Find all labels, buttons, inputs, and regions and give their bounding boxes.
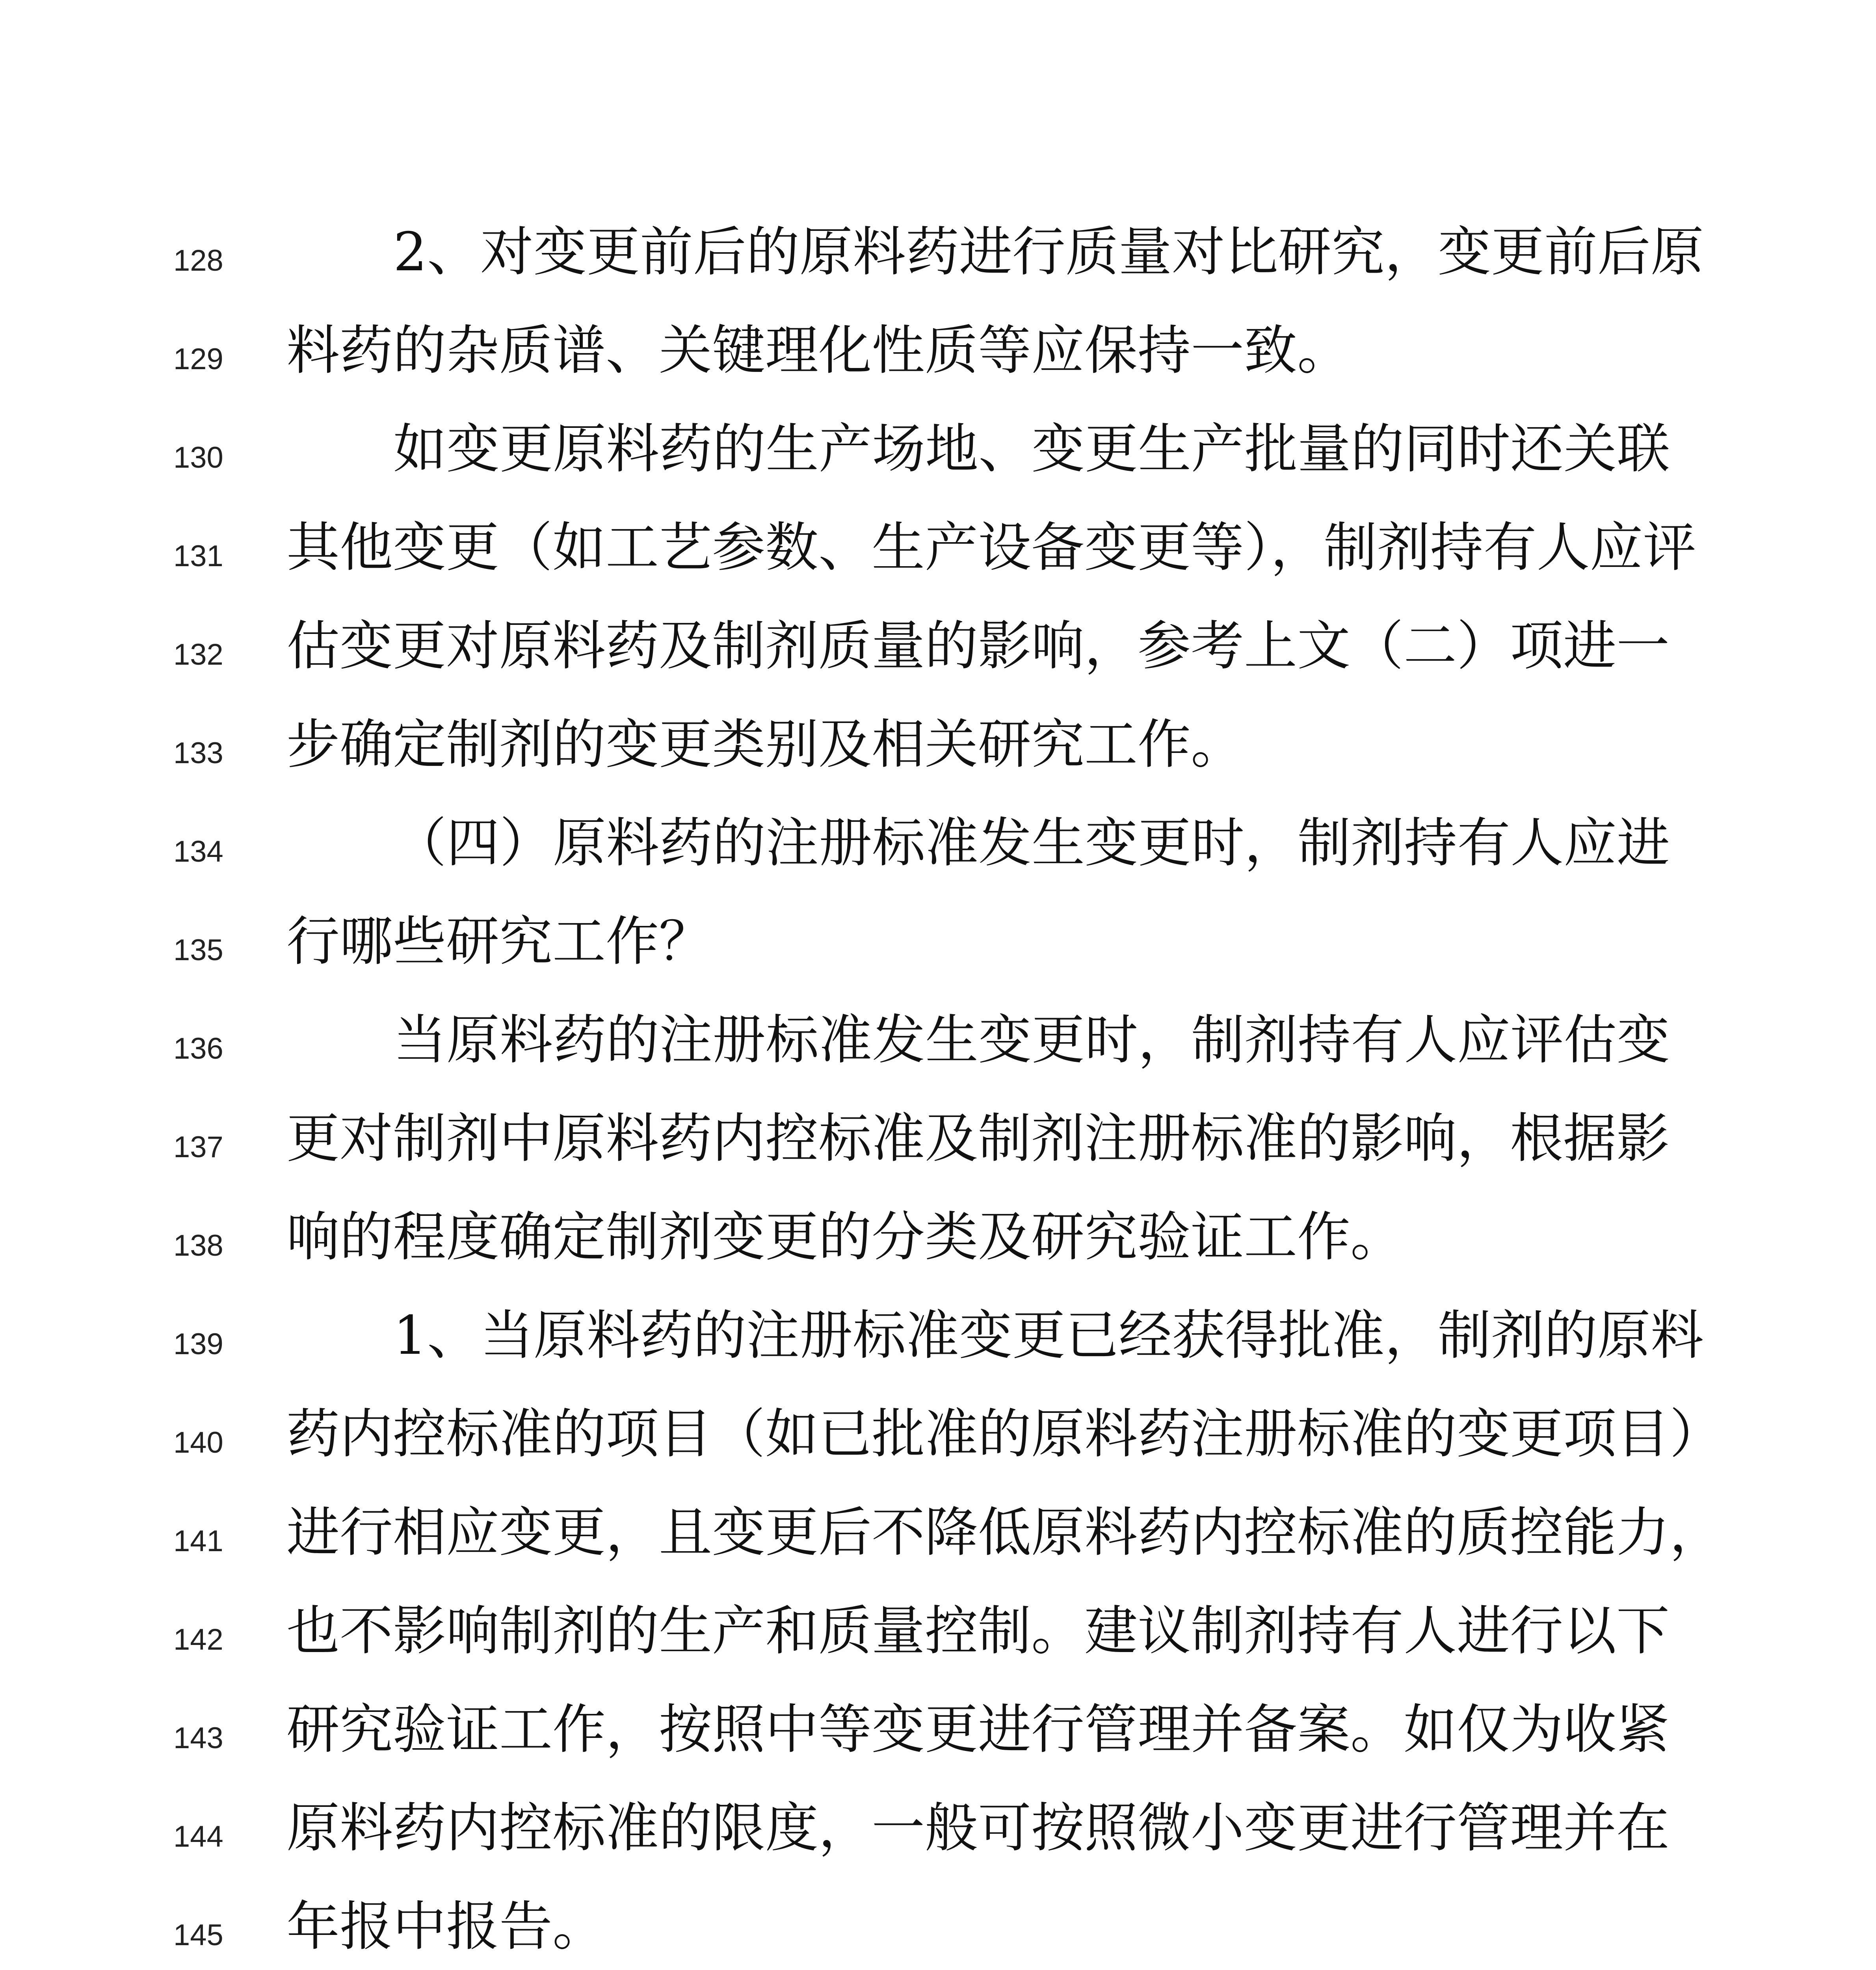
paragraph-text: 当原料药的注册标准发生变更时，制剂持有人应评估变 bbox=[393, 1009, 1670, 1071]
line-number: 145 bbox=[173, 1918, 223, 1952]
document-line-142 bbox=[0, 1588, 1876, 1687]
document-line-140 bbox=[0, 1391, 1876, 1490]
line-number: 135 bbox=[173, 933, 223, 967]
line-number: 137 bbox=[173, 1130, 223, 1164]
line-number: 136 bbox=[173, 1032, 223, 1065]
line-number: 144 bbox=[173, 1820, 223, 1853]
document-line-141 bbox=[0, 1490, 1876, 1588]
line-number: 140 bbox=[173, 1426, 223, 1459]
line-number: 139 bbox=[173, 1327, 223, 1361]
paragraph-text: 研究验证工作，按照中等变更进行管理并备案。如仅为收紧 bbox=[286, 1699, 1670, 1760]
document-line-133 bbox=[0, 702, 1876, 800]
paragraph-text: 1、当原料药的注册标准变更已经获得批准，制剂的原料 bbox=[393, 1305, 1704, 1366]
paragraph-text: 响的程度确定制剂变更的分类及研究验证工作。 bbox=[286, 1206, 1404, 1268]
document-line-144 bbox=[0, 1785, 1876, 1884]
line-number: 134 bbox=[173, 835, 223, 868]
line-number: 132 bbox=[173, 638, 223, 671]
document-line-145 bbox=[0, 1884, 1876, 1970]
document-line-134 bbox=[0, 800, 1876, 899]
document-line-129 bbox=[0, 308, 1876, 406]
paragraph-text: 年报中报告。 bbox=[286, 1896, 606, 1957]
paragraph-text: 步确定制剂的变更类别及相关研究工作。 bbox=[286, 714, 1244, 775]
paragraph-text: 进行相应变更，且变更后不降低原料药内控标准的质控能力， bbox=[286, 1502, 1723, 1563]
document-line-135 bbox=[0, 899, 1876, 997]
document-line-136 bbox=[0, 997, 1876, 1096]
paragraph-text: 料药的杂质谱、关键理化性质等应保持一致。 bbox=[286, 320, 1350, 381]
document-line-138 bbox=[0, 1194, 1876, 1293]
line-number: 138 bbox=[173, 1229, 223, 1262]
line-number: 142 bbox=[173, 1623, 223, 1656]
line-number: 129 bbox=[173, 342, 223, 376]
line-number: 131 bbox=[173, 539, 223, 573]
section-heading: （四）原料药的注册标准发生变更时，制剂持有人应进 bbox=[393, 812, 1670, 874]
document-line-128 bbox=[0, 209, 1876, 308]
line-number: 143 bbox=[173, 1721, 223, 1755]
document-line-130 bbox=[0, 406, 1876, 505]
document-line-137 bbox=[0, 1096, 1876, 1194]
document-line-132 bbox=[0, 603, 1876, 702]
line-number: 130 bbox=[173, 441, 223, 474]
document-line-143 bbox=[0, 1687, 1876, 1785]
line-number: 141 bbox=[173, 1524, 223, 1558]
paragraph-text: 估变更对原料药及制剂质量的影响，参考上文（二）项进一 bbox=[286, 615, 1670, 677]
paragraph-text: 2、对变更前后的原料药进行质量对比研究，变更前后原 bbox=[393, 221, 1704, 283]
line-number: 128 bbox=[173, 244, 223, 277]
paragraph-text: 更对制剂中原料药内控标准及制剂注册标准的影响，根据影 bbox=[286, 1108, 1670, 1169]
paragraph-text: 其他变更（如工艺参数、生产设备变更等），制剂持有人应评 bbox=[286, 517, 1696, 578]
line-number: 133 bbox=[173, 736, 223, 770]
document-line-131 bbox=[0, 505, 1876, 603]
section-heading: 行哪些研究工作？ bbox=[286, 911, 712, 972]
paragraph-text: 也不影响制剂的生产和质量控制。建议制剂持有人进行以下 bbox=[286, 1600, 1670, 1662]
paragraph-text: 药内控标准的项目（如已批准的原料药注册标准的变更项目） bbox=[286, 1403, 1723, 1465]
paragraph-text: 原料药内控标准的限度，一般可按照微小变更进行管理并在 bbox=[286, 1797, 1670, 1859]
document-line-139 bbox=[0, 1293, 1876, 1391]
paragraph-text: 如变更原料药的生产场地、变更生产批量的同时还关联 bbox=[393, 418, 1670, 480]
